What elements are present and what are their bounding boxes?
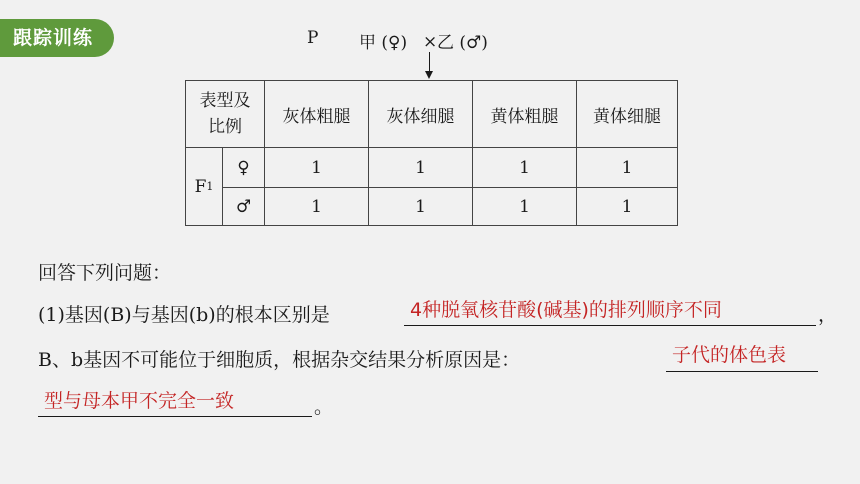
answer-2-text-part2: 型与母本甲不完全一致 (44, 390, 235, 412)
answer-1-text: 4种脱氧核苷酸(碱基)的排列顺序不同 (410, 299, 722, 321)
f1-generation-label: F 1 (194, 176, 214, 197)
female-value-3: 1 (519, 157, 530, 178)
col-header-gray-thick: 灰体粗腿 (282, 106, 351, 127)
mother-label: 甲 (♀) (359, 33, 408, 53)
answer-1-blank (404, 325, 816, 326)
corner-line-1: 表型及 (199, 91, 251, 111)
cross-arrow-head (425, 71, 433, 79)
col-header-gray-thin: 灰体细腿 (386, 106, 455, 127)
female-value-2: 1 (415, 157, 426, 178)
question-intro: 回答下列问题： (38, 262, 172, 284)
male-value-2: 1 (415, 196, 426, 217)
answer-2-blank-1 (666, 371, 818, 372)
generation-p-label: P (307, 28, 319, 48)
male-value-3: 1 (519, 196, 530, 217)
table-corner-header (186, 81, 264, 147)
corner-line-2: 比例 (208, 117, 242, 137)
section-badge: 跟踪训练 (0, 19, 114, 57)
question-1-end: ， (818, 304, 838, 326)
question-2-prefix: B、b基因不可能位于细胞质，根据杂交结果分析原因是： (38, 349, 521, 371)
female-value-4: 1 (621, 157, 633, 178)
male-value-4: 1 (621, 196, 633, 217)
female-value-1: 1 (311, 157, 322, 178)
female-symbol: ♀ (237, 157, 250, 178)
male-symbol: ♂ (235, 196, 252, 217)
answer-2-text-part1: 子代的体色表 (672, 344, 787, 366)
question-1-prefix: (1)基因(B)与基因(b)的根本区别是 (38, 304, 330, 326)
father-label: 乙 (♂) (437, 33, 488, 53)
cross-symbol: × (423, 32, 438, 52)
col-header-yellow-thick: 黄体粗腿 (490, 106, 559, 127)
question-2-end: 。 (314, 396, 334, 418)
col-header-yellow-thin: 黄体细腿 (593, 106, 661, 127)
male-value-1: 1 (311, 196, 322, 217)
answer-2-blank-2 (38, 416, 312, 417)
phenotype-table (185, 80, 678, 226)
